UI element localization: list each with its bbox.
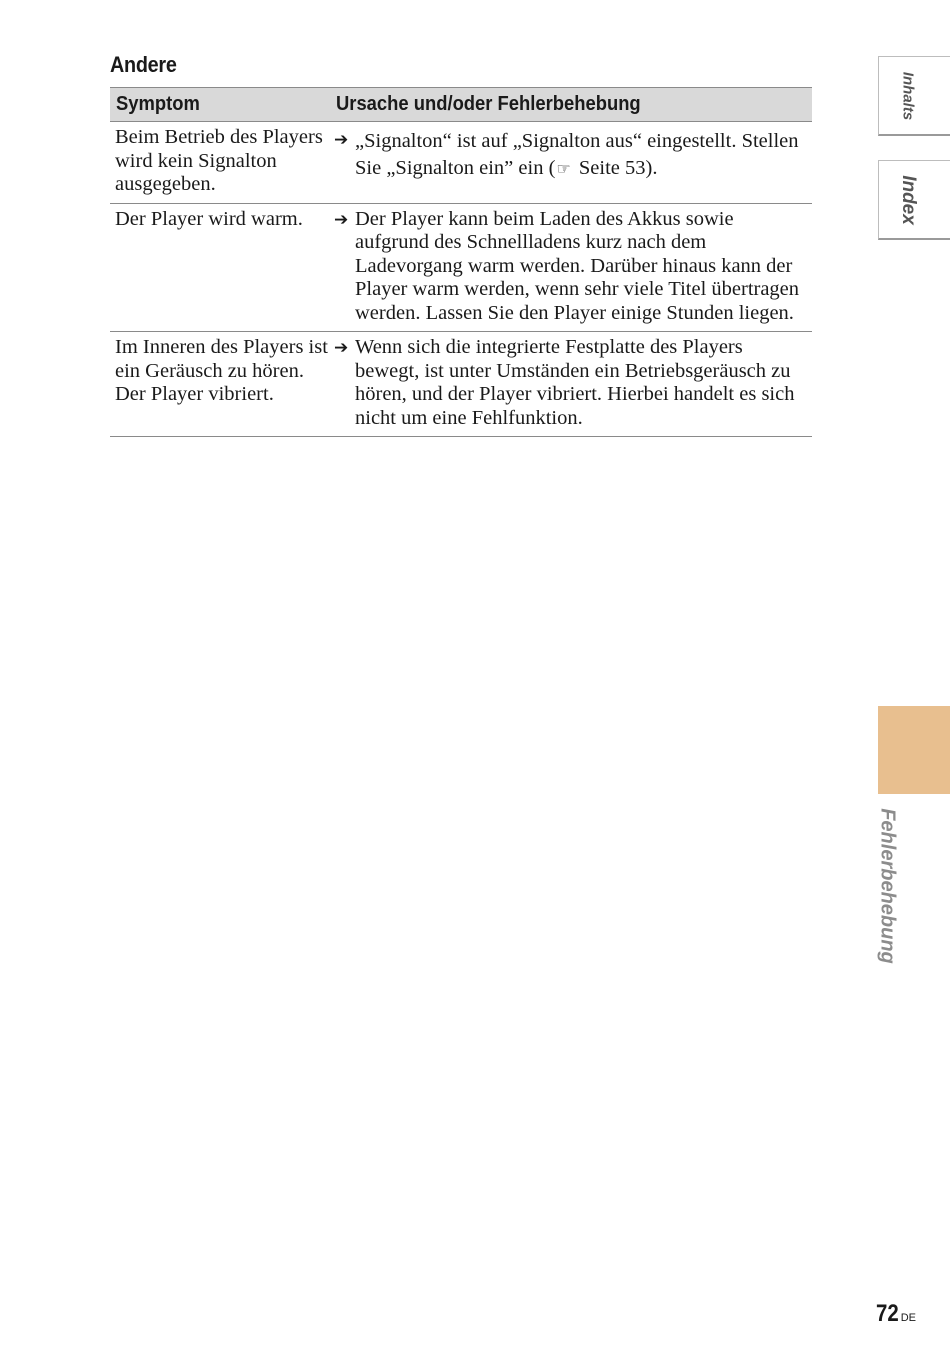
page-number <box>876 1300 916 1328</box>
tab-index[interactable] <box>878 160 950 240</box>
cause-cell <box>330 122 812 204</box>
page-language: DE <box>900 1312 916 1324</box>
tab-inhalt-label: Inhalts <box>899 71 917 120</box>
pointing-hand-icon: ☞ <box>556 159 571 178</box>
cause-text: „Signalton“ ist auf „Signalton aus“ eingestellt. Stellen Sie „Signalton ein” ein ( <box>355 130 799 179</box>
cause-text-ref[interactable]: Seite 53). <box>573 157 658 179</box>
section-title: Andere <box>110 52 177 77</box>
table-row <box>110 203 812 332</box>
troubleshooting-table <box>110 87 812 437</box>
table-row <box>110 122 812 204</box>
symptom-cell: Beim Betrieb des Players wird kein Signalton ausgegeben. <box>110 122 330 204</box>
table-row <box>110 332 812 437</box>
section-side-label: Fehlerbehebung <box>876 808 899 964</box>
section-marker <box>878 706 950 794</box>
cause-cell <box>330 332 812 437</box>
arrow-right-icon: ➔ <box>334 130 349 150</box>
symptom-cell: Der Player wird warm. <box>110 203 330 332</box>
header-symptom: Symptom <box>110 88 330 122</box>
tab-inhalt[interactable] <box>878 56 950 136</box>
cause-text: Der Player kann beim Laden des Akkus sowie aufgrund des Schnellladens kurz nach dem Ladevorgang warm werden. Darüber hinaus kann der Player warm werden, wenn sehr viele Titel übertragen werden. Lassen Sie den Player einige Stunden liegen. <box>355 207 800 324</box>
cause-cell <box>330 203 812 332</box>
page-number-value: 72 <box>876 1300 899 1327</box>
header-cause: Ursache und/oder Fehlerbehebung <box>330 88 812 122</box>
table-header-row <box>110 88 812 122</box>
tab-index-label: Index <box>898 174 919 225</box>
arrow-right-icon: ➔ <box>334 209 349 230</box>
cause-text: Wenn sich die integrierte Festplatte des Players bewegt, ist unter Umständen ein Betriebsgeräusch zu hören, und der Player vibriert. Hierbei handelt es sich nicht um eine Fehlfunktion. <box>355 336 795 429</box>
arrow-right-icon: ➔ <box>334 338 349 358</box>
symptom-cell: Im Inneren des Players ist ein Geräusch zu hören. Der Player vibriert. <box>110 332 330 437</box>
